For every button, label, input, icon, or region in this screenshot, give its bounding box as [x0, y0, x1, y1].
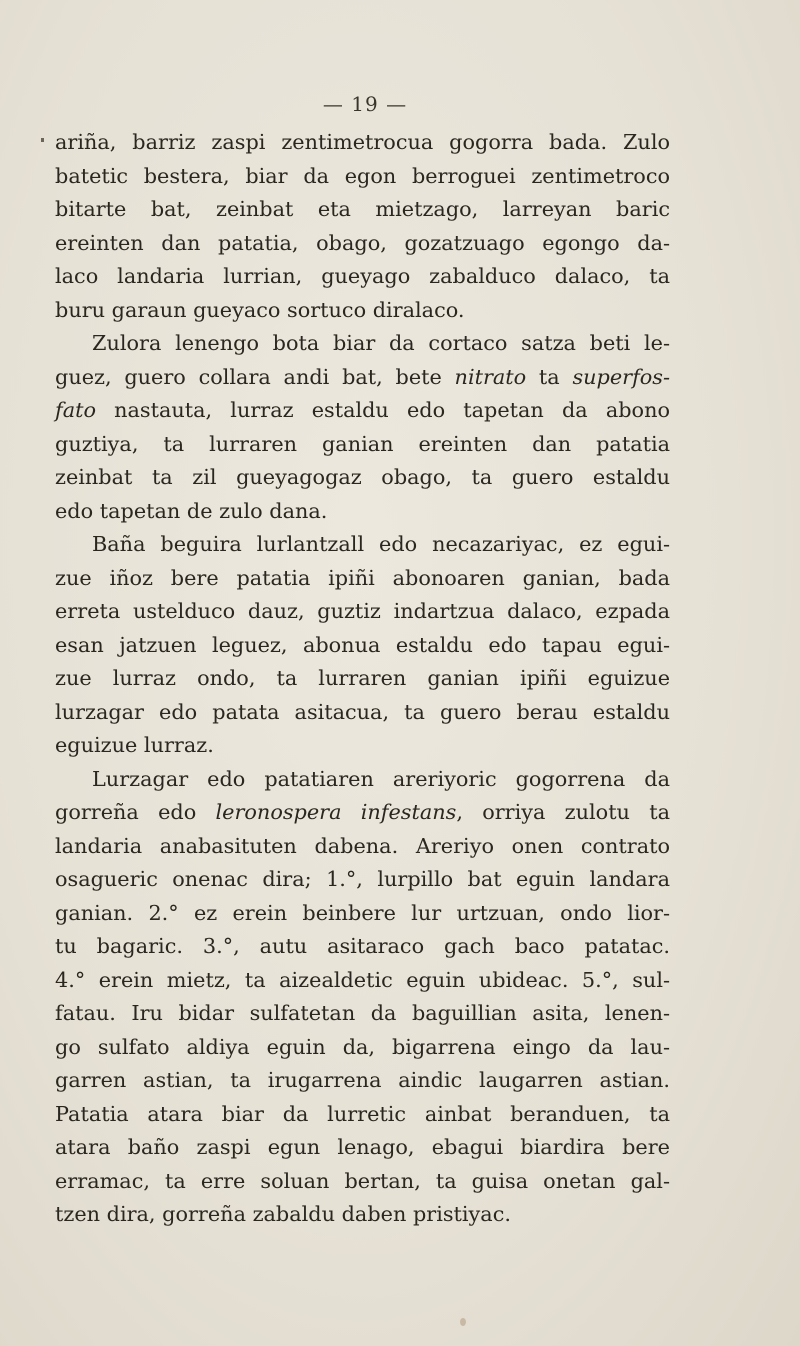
text-line: tu bagaric. 3.°, autu asitaraco gach baco patatac.: [55, 934, 670, 958]
text-line: ariña, barriz zaspi zentimetrocua gogorra bada. Zulo: [55, 130, 670, 154]
text-line: Patatia atara biar da lurretic ainbat beranduen, ta: [55, 1101, 670, 1126]
text-line: Lurzagar edo patatiaren areriyoric gogorrena da: [92, 766, 670, 791]
text-line: buru garaun gueyaco sortuco diralaco.: [55, 297, 465, 322]
text-line: zeinbat ta zil gueyagogaz obago, ta guero estaldu: [55, 465, 670, 489]
text-line: tzen dira, gorreña zabaldu daben pristiyac.: [55, 1202, 511, 1226]
text-line: edo tapetan de zulo dana.: [55, 498, 328, 523]
text-line: batetic bestera, biar da egon berroguei zentimetroco: [55, 163, 670, 188]
text-line: erreta ustelduco dauz, guztiz indartzua dalaco, ezpada: [55, 599, 670, 623]
text-line: ganian. 2.° ez erein beinbere lur urtzuan, ondo lior-: [55, 900, 670, 925]
text-line: osagueric onenac dira; 1.°, lurpillo bat eguin landara: [55, 867, 670, 891]
text-line: erramac, ta erre soluan bertan, ta guisa onetan gal-: [55, 1168, 670, 1193]
text-line: go sulfato aldiya eguin da, bigarrena eingo da lau-: [55, 1034, 670, 1059]
text-line: esan jatzuen leguez, abonua estaldu edo tapau egui-: [55, 632, 670, 657]
text-line: atara baño zaspi egun lenago, ebagui biardira bere: [55, 1135, 670, 1159]
text-line: Zulora lenengo bota biar da cortaco satza beti le-: [92, 331, 670, 355]
text-line: zue lurraz ondo, ta lurraren ganian ipiñi eguizue: [55, 666, 670, 690]
text-line: Baña beguira lurlantzall edo necazariyac, ez egui-: [92, 532, 670, 556]
text-line: bitarte bat, zeinbat eta mietzago, larreyan baric: [55, 197, 670, 221]
text-line: eguizue lurraz.: [55, 733, 214, 757]
text-line: garren astian, ta irugarrena aindic laugarren astian.: [55, 1068, 670, 1092]
text-line: fatau. Iru bidar sulfatetan da baguillian asita, lenen-: [55, 1001, 670, 1025]
text-line: guez, guero collara andi bat, bete nitrato ta superfos-: [55, 364, 670, 389]
text-line: lurzagar edo patata asitacua, ta guero berau estaldu: [55, 699, 670, 724]
text-line: ereinten dan patatia, obago, gozatzuago egongo da-: [55, 230, 670, 255]
text-line: fato nastauta, lurraz estaldu edo tapetan da abono: [55, 398, 670, 422]
paper-fleck: [460, 1318, 466, 1326]
text-line: 4.° erein mietz, ta aizealdetic eguin ubideac. 5.°, sul-: [55, 967, 670, 992]
text-line: laco landaria lurrian, gueyago zabalduco dalaco, ta: [55, 264, 670, 288]
text-line: gorreña edo leronospera infestans, orriya zulotu ta: [55, 800, 670, 824]
margin-mark: [41, 138, 44, 142]
text-line: zue iñoz bere patatia ipiñi abonoaren ganian, bada: [55, 565, 670, 590]
text-line: guztiya, ta lurraren ganian ereinten dan patatia: [55, 431, 670, 456]
text-line: landaria anabasituten dabena. Areriyo onen contrato: [55, 833, 670, 858]
body-text: [55, 126, 670, 1232]
page-number: — 19 —: [322, 92, 408, 116]
